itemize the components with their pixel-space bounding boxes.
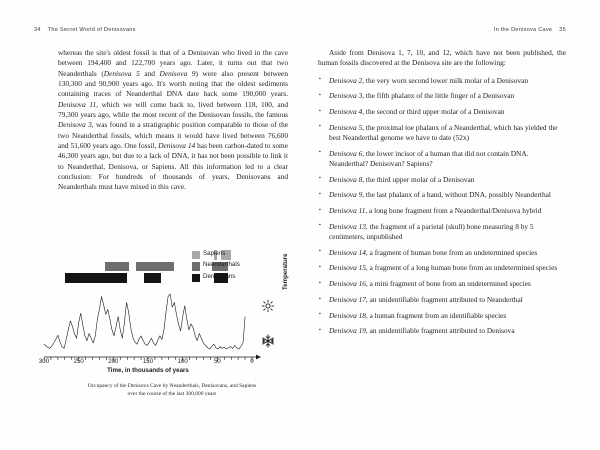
fossil-description: the second or third upper molar of a Denisovan [364,107,505,117]
fossil-designation: Denisova 6, [329,148,365,158]
legend-label: Denisovans [203,272,236,280]
sun-icon [261,299,275,313]
caption-line-1: Occupancy of the Denisova Cave by Neanderthals, Denisovans, and Sapiens [87,383,257,389]
left-column [58,48,288,193]
fossil-list [318,76,566,337]
legend-item-sapiens [192,250,296,262]
fossil-list-item [318,206,566,216]
fossil-list-item [318,311,566,321]
legend-swatch [192,262,200,271]
legend-item-neanderthals [192,262,296,274]
fossil-list-item [318,107,566,117]
fossil-list-item [318,326,566,336]
x-tick-label: 250 [73,358,84,365]
fossil-list-item [318,175,566,185]
fossil-list-item [318,76,566,86]
y-axis-title: Temperature [282,253,289,290]
chapter-title: In the Denisova Cave [493,27,553,33]
fossil-designation: Denisova 2, [329,75,365,85]
occupancy-bar [105,262,129,272]
book-title: The Secret World of Denisovans [47,27,136,33]
x-tick-label: 50 [213,358,221,365]
running-head-left [34,27,136,33]
fossil-description: the last phalanx of a hand, without DNA, possibly Neanderthal [364,190,551,200]
body-paragraph: whereas the site's oldest fossil is that of a Denisovan who lived in the cave between 194,400 and 122,700 years ago. Later, it turns out that two Neanderthals (Denisova 5 and Denisova 9) were also present between 130,300 and 90,900 years ago. It's worth noting that the oldest sediments containing traces of Neanderthal DNA date back some 190,000 years. Denisova 11, which we will come back to, lived between 118, 100, and 79,300 years ago, while the most recent of the Denisovan fossils, the famous Denisova 3, was found in a stratigraphic position comparable to those of the two Neanderthal fossils, which means it would have lived between 76,600 and 51,600 years ago. One fossil, Denisova 14 has been carbon-dated to some 46,300 years ago, but due to a lack of DNA, it has not been possible to link it to Neanderthal, Denisova, or Sapiens. All this information led to a clear conclusion: For hundreds of thousands of years, Denisovans and Neanderthals must have mixed in this cave. [58,48,289,192]
occupancy-bar [65,273,127,283]
fossil-description: a mini fragment of bone from an undetermined species [367,279,531,289]
fossil-description: an unidentifiable fragment attributed to Denisova [367,326,515,336]
fossil-description: the very worn second lower milk molar of a Denisovan [364,75,529,85]
x-tick-label: 100 [177,358,188,365]
fossil-description: the proximal toe phalanx of a Neanderthal, which has yielded the best Neanderthal genome we have to date (52x) [329,122,558,143]
fossil-designation: Denisova 13, [329,221,368,231]
fossil-designation: Denisova 16, [329,279,368,289]
snowflake-icon [261,334,275,348]
fossil-designation: Denisova 5, [329,122,365,132]
fossil-description: the fifth phalanx of the little finger of a Denisovan [364,91,515,101]
page-number-left: 34 [34,27,41,33]
x-tick-label: 150 [142,358,154,365]
occupancy-bar [136,262,174,272]
fossil-designation: Denisova 4, [329,107,365,117]
fossil-designation: Denisova 15, [329,263,368,273]
fossil-list-item [318,222,566,243]
fossil-designation: Denisova 9, [329,190,365,200]
fossil-designation: Denisova 14, [329,247,368,257]
fossil-designation: Denisova 11, [329,206,368,216]
fossil-description: the lower incisor of a human that did not contain DNA. Neanderthal? Denisovan? Sapiens? [329,148,529,169]
temperature-curve-svg [44,292,252,352]
fossil-description: a fragment of a long human bone from an undetermined species [367,263,558,273]
fossil-list-item [318,123,566,144]
right-column [318,48,566,342]
fossil-designation: Denisova 8, [329,174,365,184]
fossil-list-item [318,190,566,200]
legend-swatch [192,274,200,283]
x-tick-label: 300 [38,358,50,365]
temperature-curve-plot [44,292,252,352]
fossil-designation: Denisova 18, [329,310,368,320]
fossil-description: a human fragment from an identifiable species [367,310,507,320]
occupancy-figure [38,249,296,398]
fossil-description: a fragment of human bone from an undetermined species [367,247,538,257]
legend-item-denisovans [192,273,296,285]
fossil-list-item [318,149,566,170]
chart-legend [192,250,296,285]
intro-paragraph: Aside from Denisova 1, 7, 10, and 12, which have not been published, the human fossils discovered at the Denisova site are the following: [318,48,566,68]
fossil-designation: Denisova 3, [329,91,365,101]
fossil-description: an unidentifiable fragment attributed to Neanderthal [367,294,523,304]
legend-swatch [192,251,200,260]
fossil-description: the fragment of a parietal (skull) bone measuring 8 by 5 centimeters, unpublished [329,221,534,242]
fossil-list-item [318,91,566,101]
page-number-right: 35 [559,27,566,33]
legend-label: Sapiens [203,249,226,257]
fossil-designation: Denisova 19, [329,326,368,336]
caption-line-2: over the course of the last 300,000 years [127,390,217,397]
fossil-list-item [318,263,566,273]
fossil-description: a long bone fragment from a Neanderthal/Denisova hybrid [367,206,542,216]
figure-caption [62,383,282,398]
x-tick-label: 200 [108,358,119,365]
x-tick-label: 0 [250,358,254,365]
fossil-list-item [318,248,566,258]
temperature-polyline [44,294,245,349]
fossil-list-item [318,279,566,289]
fossil-list-item [318,295,566,305]
fossil-description: the third upper molar of a Denisovan [364,174,475,184]
legend-label: Neanderthals [203,261,240,269]
running-head-right [494,27,566,33]
x-axis-title: Time, in thousands of years [107,367,189,374]
fossil-designation: Denisova 17, [329,294,368,304]
occupancy-bar [144,273,161,283]
